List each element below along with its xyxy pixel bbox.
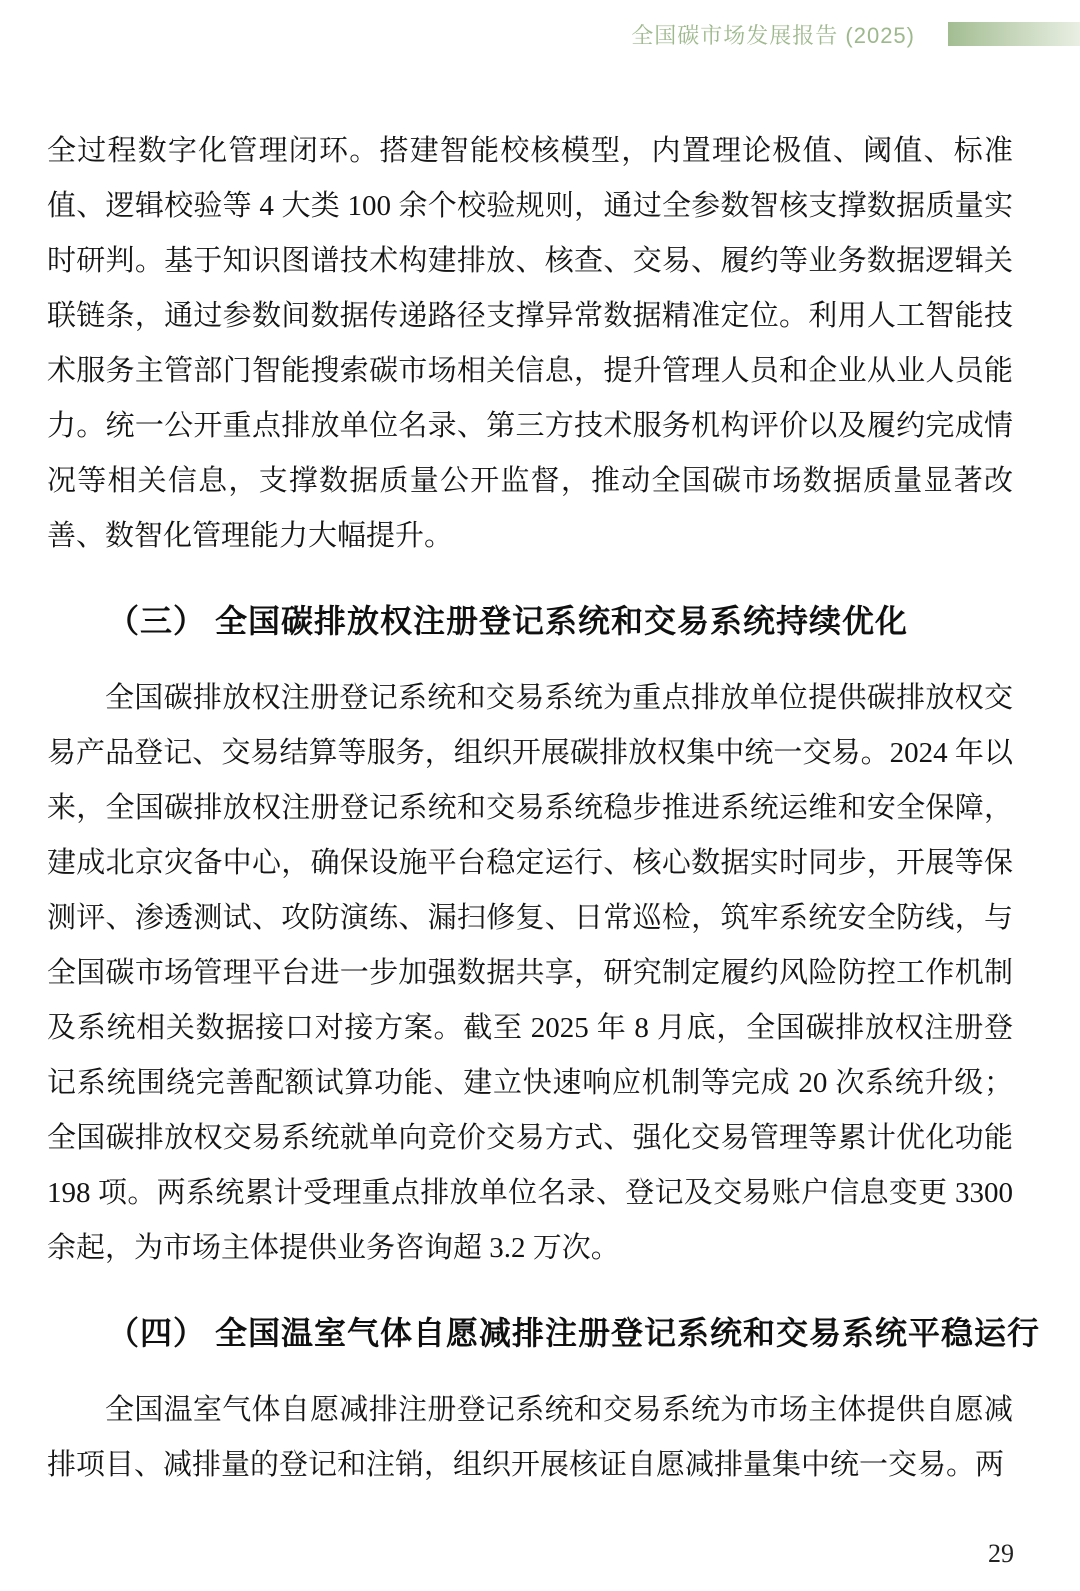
report-title: 全国碳市场发展报告 (2025) xyxy=(631,22,915,48)
section-heading-3: （三） 全国碳排放权注册登记系统和交易系统持续优化 xyxy=(107,603,909,639)
header-accent-bar xyxy=(948,22,1080,46)
page-header xyxy=(0,20,1080,48)
body-paragraph-1: 全过程数字化管理闭环。搭建智能校核模型，内置理论极值、阈值、标准值、逻辑校验等 4 大类 100 余个校验规则，通过全参数智核支撑数据质量实时研判。基于知识图谱技术构建排放、核查、交易、履约等业务数据逻辑关联链条，通过参数间数据传递路径支撑异常数据精准定位。利用人工智能技术服务主管部门智能搜索碳市场相关信息，提升管理人员和企业从业人员能力。统一公开重点排放单位名录、第三方技术服务机构评价以及履约完成情况等相关信息，支撑数据质量公开监督，推动全国碳市场数据质量显著改善、数智化管理能力大幅提升。 xyxy=(47,135,1013,552)
body-paragraph-2: 全国碳排放权注册登记系统和交易系统为重点排放单位提供碳排放权交易产品登记、交易结算等服务，组织开展碳排放权集中统一交易。2024 年以来，全国碳排放权注册登记系统和交易系统稳步推进系统运维和安全保障，建成北京灾备中心，确保设施平台稳定运行、核心数据实时同步，开展等保测评、渗透测试、攻防演练、漏扫修复、日常巡检，筑牢系统安全防线，与全国碳市场管理平台进一步加强数据共享，研究制定履约风险防控工作机制及系统相关数据接口对接方案。截至 2025 年 8 月底，全国碳排放权注册登记系统围绕完善配额试算功能、建立快速响应机制等完成 20 次系统升级；全国碳排放权交易系统就单向竞价交易方式、强化交易管理等累计优化功能 198 项。两系统累计受理重点排放单位名录、登记及交易账户信息变更 3300 余起，为市场主体提供业务咨询超 3.2 万次。 xyxy=(47,682,1013,1264)
page-content xyxy=(47,124,1041,1493)
body-paragraph-3: 全国温室气体自愿减排注册登记系统和交易系统为市场主体提供自愿减排项目、减排量的登记和注销，组织开展核证自愿减排量集中统一交易。两 xyxy=(47,1394,1013,1481)
page-footer xyxy=(988,1539,1014,1569)
section-heading-4: （四） 全国温室气体自愿减排注册登记系统和交易系统平稳运行 xyxy=(107,1315,1041,1351)
page-number: 29 xyxy=(988,1539,1014,1568)
